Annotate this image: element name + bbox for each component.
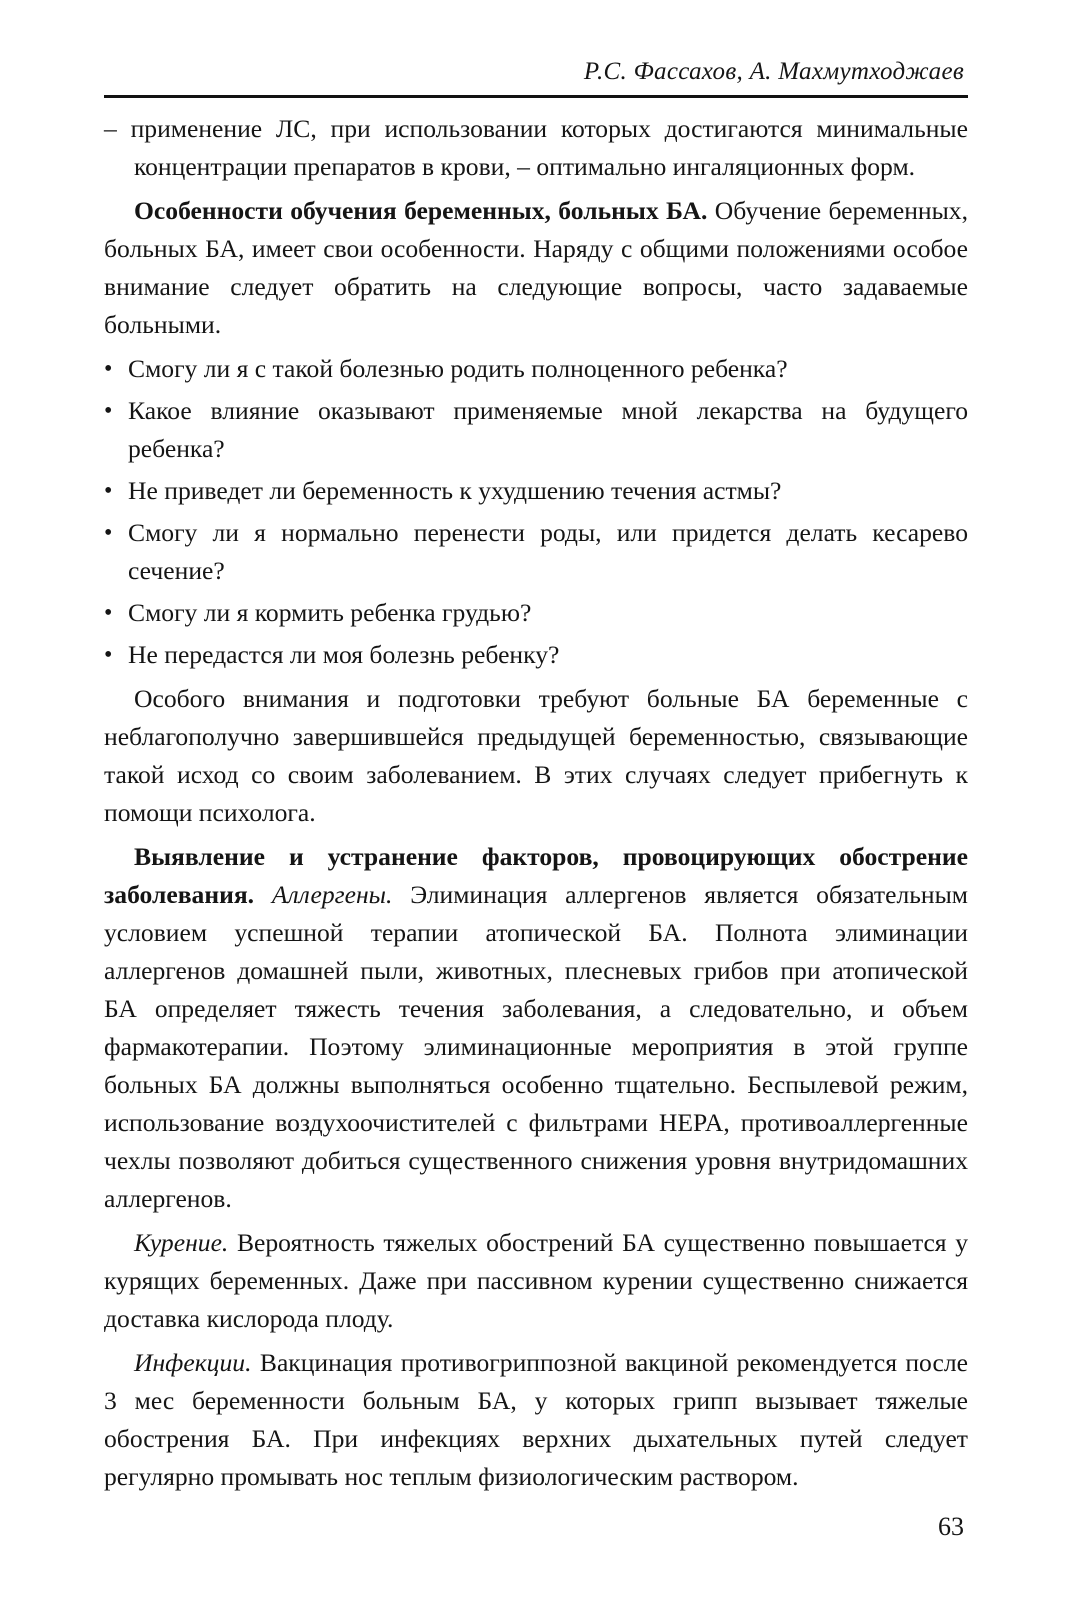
paragraph-text: Обучение беременных, больных БА, имеет свои особенности. Наряду с общими положениями особое внимание следует обратить на следующие вопросы, часто задаваемые больными. xyxy=(104,196,968,339)
page-number: 63 xyxy=(938,1512,964,1541)
list-item: • Какое влияние оказывают применяемые мной лекарства на будущего ребенка? xyxy=(104,392,968,468)
paragraph-psychologist: Особого внимания и подготовки требуют больные БА беременные с неблагополучно завершившейся предыдущей беременностью, связывающие такой исход со своим заболеванием. В этих случаях следует прибегнуть к помощи психолога. xyxy=(104,684,968,827)
paragraph-subheading: Курение. xyxy=(134,1228,229,1257)
paragraph-allergens xyxy=(104,838,968,1218)
paragraph-heading: Выявление и устранение факторов, провоцирующих обострение заболевания. xyxy=(104,842,968,909)
paragraph-subheading: Инфекции. xyxy=(134,1348,252,1377)
dash-list-item: – применение ЛС, при использовании которых достигаются минимальные концентрации препаратов в крови, – оптимально ингаляционных форм. xyxy=(104,114,968,181)
running-header: Р.С. Фассахов, А. Махмутходжаев xyxy=(583,58,964,85)
paragraph-infections xyxy=(104,1344,968,1496)
question-list xyxy=(104,350,968,674)
paragraph-text: Элиминация аллергенов является обязательным условием успешной терапии атопической БА. Полнота элиминации аллергенов домашней пыли, животных, плесневых грибов при атопической БА определяет тяжесть течения заболевания, а следовательно, и объем фармакотерапии. Поэтому элиминационные мероприятия в этой группе больных БА должны выполняться особенно тщательно. Беспылевой режим, использование воздухоочистителей с фильтрами HEPA, противоаллергенные чехлы позволяют добиться существенного снижения уровня внутридомашних аллергенов. xyxy=(104,880,968,1213)
list-item: • Не передастся ли моя болезнь ребенку? xyxy=(104,636,968,674)
list-item: • Смогу ли я нормально перенести роды, или придется делать кесарево сечение? xyxy=(104,514,968,590)
list-item: • Не приведет ли беременность к ухудшению течения астмы? xyxy=(104,472,968,510)
page-body xyxy=(104,110,968,1502)
paragraph-education xyxy=(104,192,968,344)
paragraph-text: Вероятность тяжелых обострений БА существенно повышается у курящих беременных. Даже при пассивном курении существенно снижается доставка кислорода плоду. xyxy=(104,1228,968,1333)
list-item: • Смогу ли я кормить ребенка грудью? xyxy=(104,594,968,632)
header-rule xyxy=(104,95,968,98)
list-item: • Смогу ли я с такой болезнью родить полноценного ребенка? xyxy=(104,350,968,388)
paragraph-text: Вакцинация противогриппозной вакциной рекомендуется после 3 мес беременности больным БА, у которых грипп вызывает тяжелые обострения БА. При инфекциях верхних дыхательных путей следует регулярно промывать нос теплым физиологическим раствором. xyxy=(104,1348,968,1491)
paragraph-heading: Особенности обучения беременных, больных БА. xyxy=(134,196,708,225)
paragraph-smoking xyxy=(104,1224,968,1338)
paragraph-subheading: Аллергены. xyxy=(271,880,393,909)
